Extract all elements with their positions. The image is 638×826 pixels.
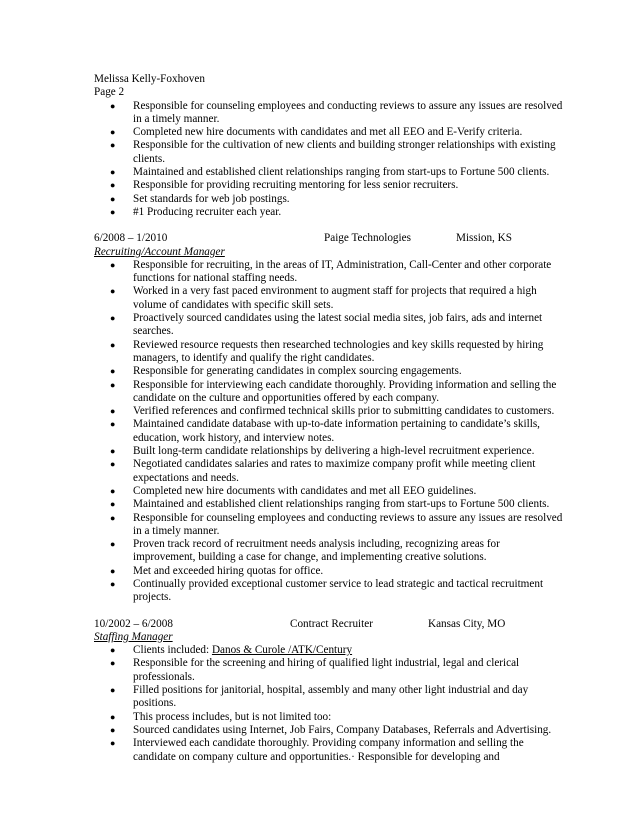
bullet-icon: ● [110,140,116,151]
bullet-icon: ● [110,738,116,749]
bullet-icon: ● [110,459,116,470]
bullet-icon: ● [110,446,116,457]
contract-bullets [94,644,564,764]
bullet-icon: ● [110,286,116,297]
bullet-icon: ● [110,313,116,324]
job-dates: 10/2002 – 6/2008 [94,617,173,630]
list-item: ● Responsible for recruiting, in the areas of IT, Administration, Call-Center and other corporate functions for national staffing needs. [110,258,552,285]
list-item: ● Set standards for web job postings. [110,192,290,205]
paige-bullets [94,259,564,605]
bullet-icon: ● [110,512,116,523]
list-item: ● Reviewed resource requests then researched technologies and key skills requested by hiring managers, to identify and qualify the right candidates. [110,338,544,364]
resume-content [94,73,564,764]
job-header-paige [94,232,564,245]
bullet-icon: ● [110,379,116,390]
job-company: Contract Recruiter [290,617,373,630]
bullet-icon: ● [110,339,116,350]
list-item: ● Proven track record of recruitment needs analysis including, recognizing areas for improvement, building a case for change, and implementing creative solutions. [110,538,500,564]
job-title: Staffing Manager [94,630,173,643]
list-item: ● Maintained and established client relationships ranging from start-ups to Fortune 500 clients. [110,166,550,179]
bullet-icon: ● [110,419,116,430]
list-item: ● #1 Producing recruiter each year. [110,205,282,218]
list-item: ● Responsible for the screening and hiring of qualified light industrial, legal and clerical professionals. [110,657,520,683]
list-item: ● Built long-term candidate relationships by delivering a high-level recruitment experience. [110,445,535,458]
list-item: ● Responsible for the cultivation of new clients and building stronger relationships with existing clients. [110,139,556,165]
bullet-icon: ● [110,711,116,722]
job-header-contract [94,618,564,631]
bullet-icon: ● [110,499,116,510]
list-item: ● Maintained and established client relationships ranging from start-ups to Fortune 500 clients. [110,498,550,511]
list-item: ● Met and exceeded hiring quotas for office. [110,564,324,577]
bullet-icon: ● [110,565,116,576]
list-item: ● Negotiated candidates salaries and rates to maximize company profit while meeting client expectations and needs. [110,458,536,484]
job-location: Kansas City, MO [428,617,506,630]
list-item: ● Maintained candidate database with up-to-date information pertaining to candidate’s skills, education, work history, and interview notes. [110,418,540,444]
bullet-icon: ● [110,259,116,270]
list-item: ● This process includes, but is not limited too: [110,710,332,723]
bullet-icon: ● [110,206,116,217]
bullet-icon: ● [110,658,116,669]
list-item: ● Responsible for interviewing each candidate thoroughly. Providing information and selling the candidate on the culture and opportunities offered by each company. [110,378,557,404]
job-location: Mission, KS [456,232,512,245]
bullet-icon: ● [110,193,116,204]
list-item: ● Verified references and confirmed technical skills prior to submitting candidates to customers. [110,405,555,418]
page-number: Page 2 [94,86,125,99]
bullet-icon: ● [110,366,116,377]
job-dates: 6/2008 – 1/2010 [94,232,168,245]
list-item [94,644,564,657]
list-item: ● Completed new hire documents with candidates and met all EEO and E-Verify criteria. [110,126,523,139]
list-item: ● Responsible for counseling employees and conducting reviews to assure any issues are resolved in a timely manner. [110,511,563,537]
previous-role-bullets [94,100,564,220]
bullet-icon: ● [110,685,116,696]
clients-list: Danos & Curole /ATK/Century [211,644,353,657]
bullet-icon: ● [110,645,116,656]
job-title: Recruiting/Account Manager [94,245,225,258]
bullet-icon: ● [110,485,116,496]
bullet-icon: ● [110,167,116,178]
list-item: ● Proactively sourced candidates using the latest social media sites, job fairs, ads and internet searches. [110,312,543,338]
job-company: Paige Technologies [324,232,411,245]
candidate-name: Melissa Kelly-Foxhoven [94,73,205,85]
list-item: ● Worked in a very fast paced environment to augment staff for projects that required a high volume of candidates with specific skill sets. [110,285,537,311]
list-item: ● Filled positions for janitorial, hospital, assembly and many other light industrial and day positions. [110,684,529,710]
list-item: ● Interviewed each candidate thoroughly. Providing company information and selling the candidate on company culture and opportunities.· Responsible for developing and [110,737,524,763]
list-item: ● Responsible for generating candidates in complex sourcing engagements. [110,365,462,378]
bullet-icon: ● [110,100,116,111]
bullet-icon: ● [110,180,116,191]
list-item: ● Completed new hire documents with candidates and met all EEO guidelines. [110,484,477,497]
bullet-icon: ● [110,127,116,138]
list-item: ● Continually provided exceptional customer service to lead strategic and tactical recruitment projects. [110,577,544,604]
clients-prefix: Clients included: [133,644,212,657]
bullet-icon: ● [110,578,116,589]
bullet-icon: ● [110,724,116,735]
bullet-icon: ● [110,539,116,550]
list-item: ● Sourced candidates using Internet, Job Fairs, Company Databases, Referrals and Advertising. [110,723,552,736]
list-item: ● Responsible for providing recruiting mentoring for less senior recruiters. [110,179,459,192]
bullet-icon: ● [110,406,116,417]
list-item: ● Responsible for counseling employees and conducting reviews to assure any issues are resolved in a timely manner. [110,99,563,125]
